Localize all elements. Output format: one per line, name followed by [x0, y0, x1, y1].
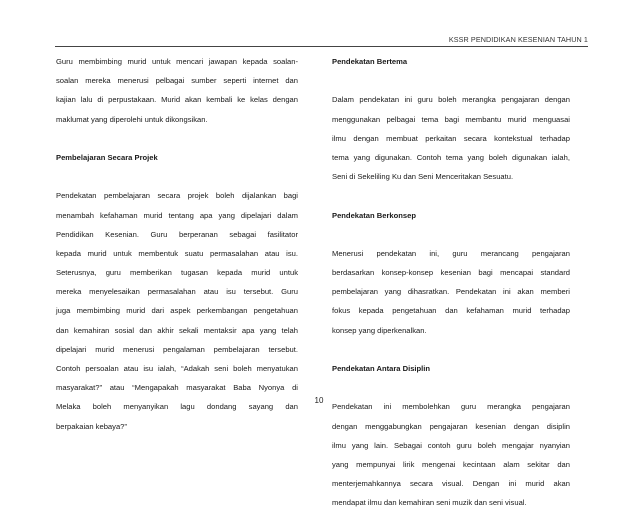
text-line: Dalam pendekatan ini guru boleh merangka pengajaran dengan — [332, 95, 570, 105]
text-line: tema yang digunakan. Contoh tema yang boleh digunakan ialah, — [332, 152, 570, 162]
text-line: Pendekatan ini membolehkan guru merangka pengajaran — [332, 402, 570, 412]
right-column — [332, 52, 570, 513]
text-line: mereka menyelesaikan permasalahan atau isu tersebut. Guru — [56, 287, 298, 297]
text-line: Pendekatan pembelajaran secara projek boleh dijalankan bagi — [56, 191, 298, 201]
text-line: menterjemahkannya secara visual. Dengan ini murid akan — [332, 479, 570, 489]
text-line: Seterusnya, guru memberikan tugasan kepada murid untuk — [56, 268, 298, 278]
text-line: ilmu yang lain. Sebagai contoh guru boleh mengajar nyanyian — [332, 440, 570, 450]
text-line: pembelajaran yang dihasratkan. Pendekatan ini akan memberi — [332, 287, 570, 297]
concept-paragraph — [332, 244, 570, 340]
text-line: berpakaian kebaya?” — [56, 421, 127, 431]
text-line: kajian lalu di perpustakaan. Murid akan kembali ke kelas dengan — [56, 95, 298, 105]
text-line: ilmu dengan membuat perkaitan secara kontekstual terhadap — [332, 133, 570, 143]
text-line: masyarakat?” atau “Mengapakah masyarakat Baba Nyonya di — [56, 383, 298, 393]
text-line: konsep yang diperkenalkan. — [332, 325, 427, 335]
text-line: Guru membimbing murid untuk mencari jawapan kepada soalan- — [56, 57, 298, 66]
text-line: juga membimbing murid dari aspek perkembangan pengetahuan — [56, 306, 298, 316]
section-heading-themed-approach: Pendekatan Bertema — [332, 57, 408, 66]
text-line: berdasarkan konsep-konsep kesenian bagi mencapai standard — [332, 268, 570, 278]
page-number: 10 — [314, 396, 324, 405]
left-column — [56, 52, 298, 436]
interdisciplinary-paragraph — [332, 397, 570, 512]
text-line: mendapat ilmu dan kemahiran seni muzik dan seni visual. — [332, 498, 527, 508]
section-heading-concept-approach: Pendekatan Berkonsep — [332, 210, 416, 220]
text-line: yang mempunyai lirik mengenai kecintaan alam sekitar dan — [332, 459, 570, 469]
section-heading-interdisciplinary-approach: Pendekatan Antara Disiplin — [332, 364, 431, 373]
section-heading-project-learning: Pembelajaran Secara Projek — [56, 152, 158, 162]
text-line: menggunakan pelbagai tema bagi membantu murid menguasai — [332, 114, 570, 124]
document-header-title: KSSR PENDIDIKAN KESENIAN TAHUN 1 — [448, 35, 588, 44]
text-line: Contoh persoalan atau isu ialah, “Adakah seni boleh menyatukan — [56, 364, 298, 373]
text-line: dipelajari murid menerusi pengalaman pembelajaran tersebut. — [56, 344, 298, 354]
text-line: Pendidikan Kesenian. Guru berperanan sebagai fasilitator — [56, 229, 298, 239]
text-line: soalan mereka menerusi pelbagai sumber seperti internet dan — [56, 76, 298, 86]
text-line: Melaka boleh menyanyikan lagu dondang sayang dan — [56, 402, 298, 412]
text-line: maklumat yang diperolehi untuk dikongsikan. — [56, 114, 208, 124]
text-line: kepada murid untuk membentuk suatu permasalahan atau isu. — [56, 248, 298, 258]
text-line: menambah kefahaman murid tentang apa yang dipelajari dalam — [56, 210, 298, 220]
text-line: Seni di Sekeliling Ku dan Seni Menceritakan Sesuatu. — [332, 172, 514, 182]
text-line: Menerusi pendekatan ini, guru merancang pengajaran — [332, 248, 570, 258]
header-divider — [55, 46, 588, 47]
themed-paragraph — [332, 90, 570, 186]
text-line: dan kemahiran sosial dan akhir sekali mentaksir apa yang telah — [56, 325, 298, 335]
text-line: dengan menggabungkan pengajaran kesenian dengan disiplin — [332, 421, 570, 431]
intro-paragraph — [56, 52, 298, 129]
text-line: fokus kepada pengetahuan dan kefahaman murid terhadap — [332, 306, 570, 316]
